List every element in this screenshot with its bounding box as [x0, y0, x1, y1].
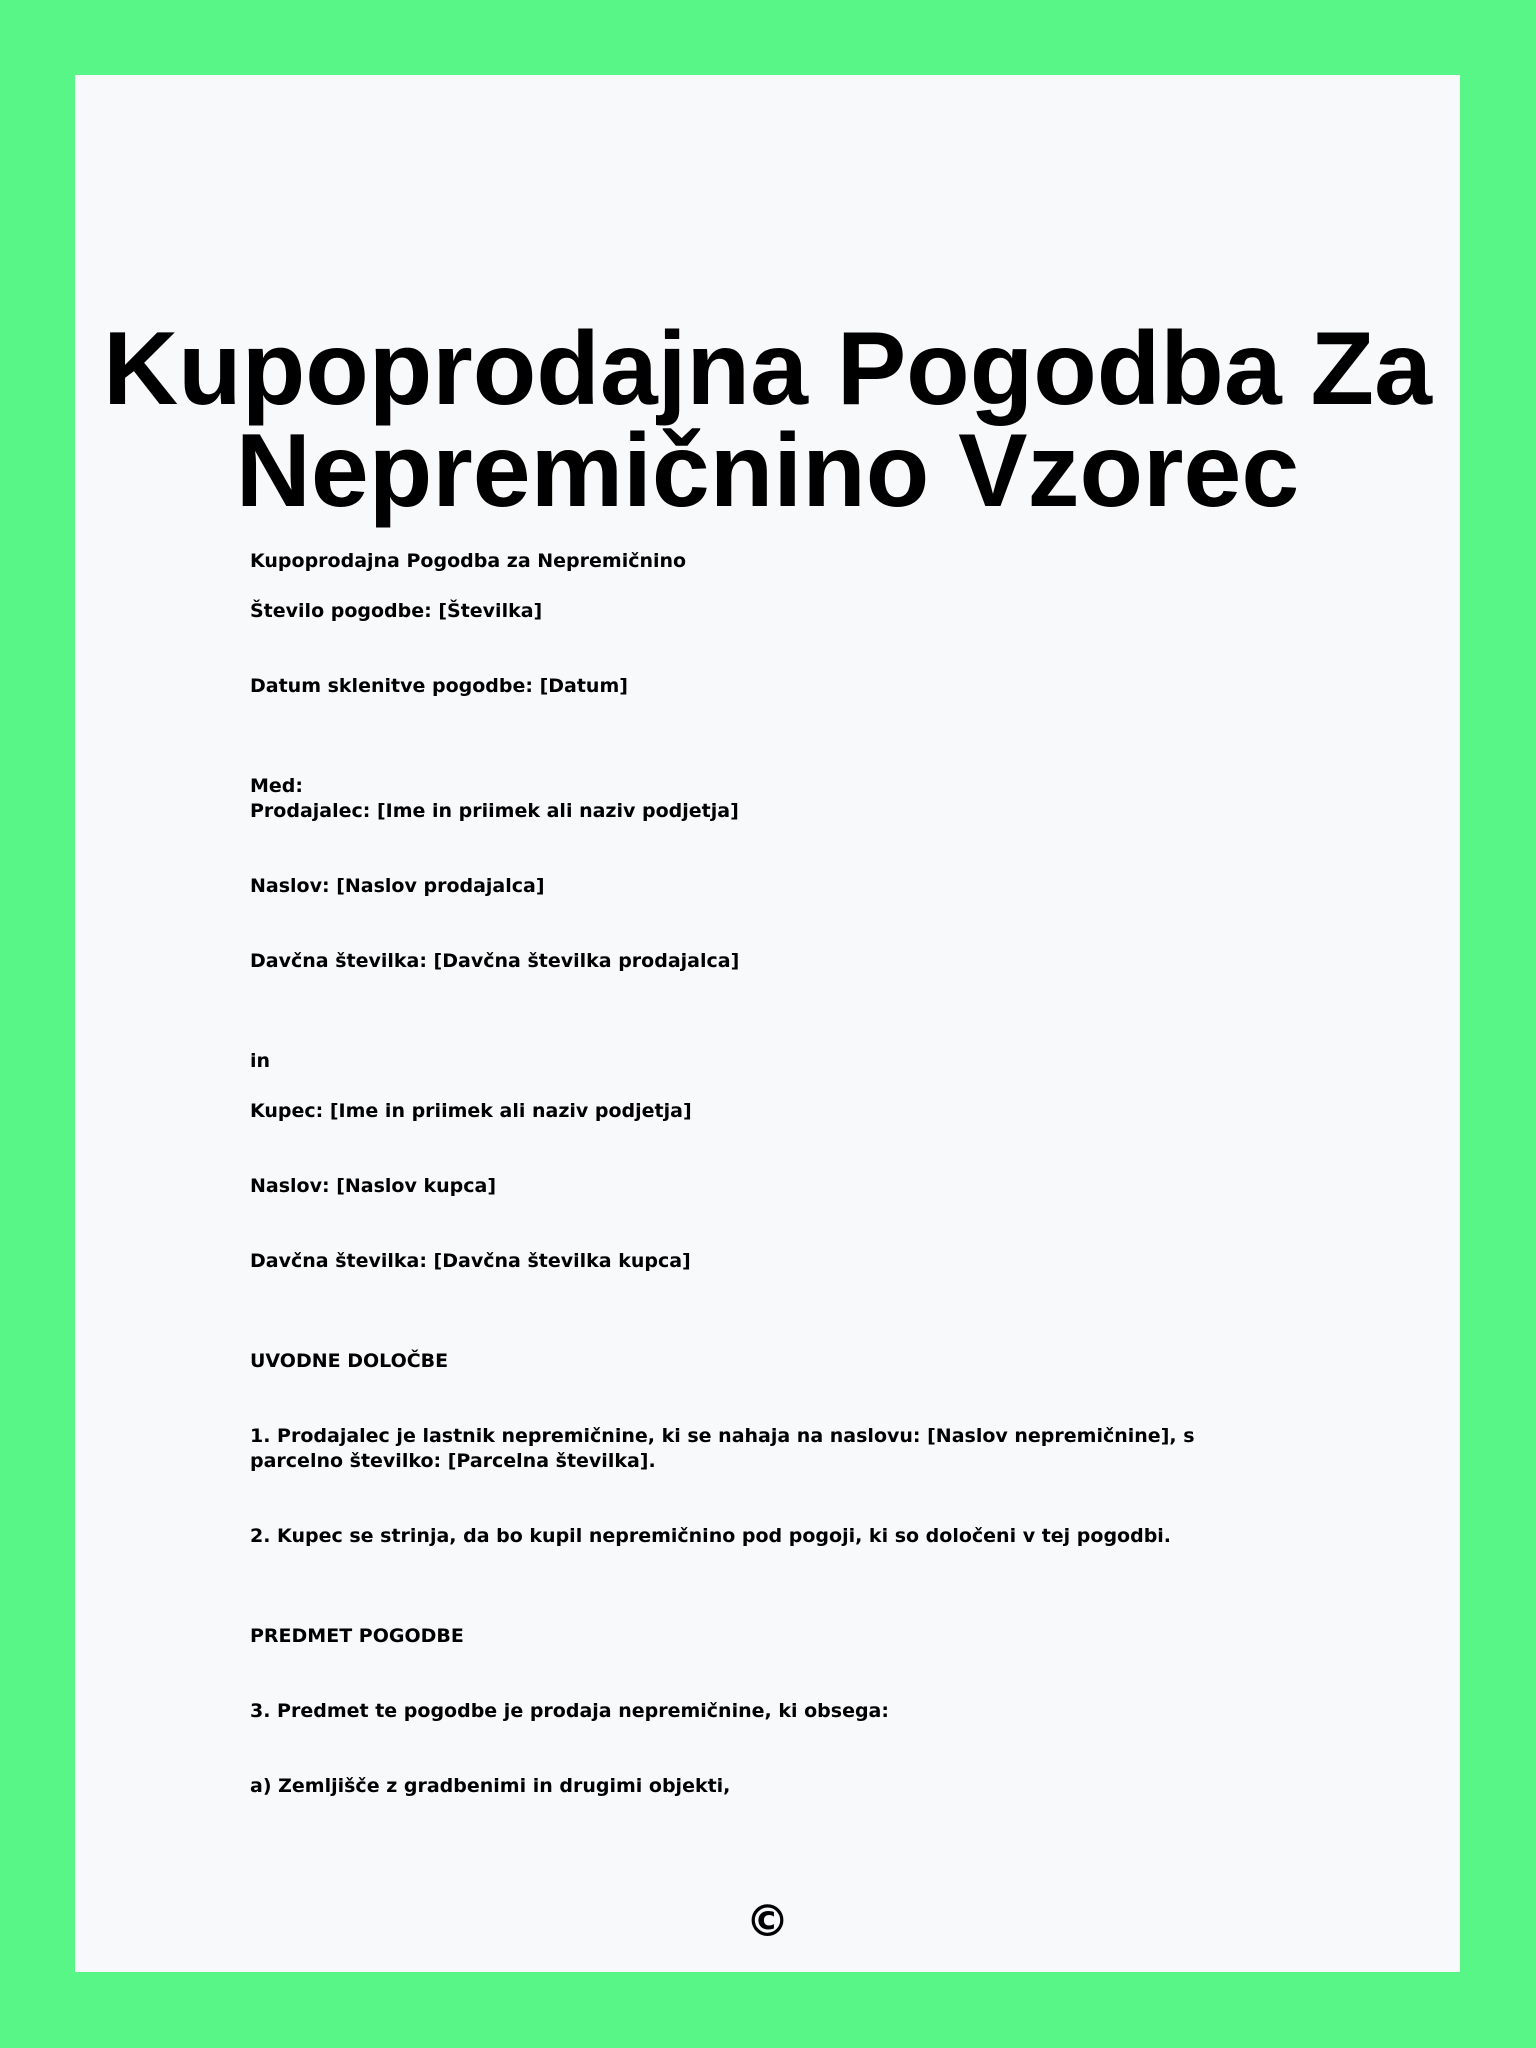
section-heading-introductory: UVODNE DOLOČBE: [250, 1350, 449, 1372]
clause-2: 2. Kupec se strinja, da bo kupil nepremičnino pod pogoji, ki so določeni v tej pogodbi.: [250, 1525, 1172, 1547]
clause-1: 1. Prodajalec je lastnik nepremičnine, ki se nahaja na naslovu: [Naslov nepremičnine], s parcelno številko: [Parcelna številka].: [250, 1425, 1195, 1472]
buyer-name: Kupec: [Ime in priimek ali naziv podjetja]: [250, 1100, 692, 1122]
buyer-address: Naslov: [Naslov kupca]: [250, 1175, 497, 1197]
seller-address: Naslov: [Naslov prodajalca]: [250, 875, 545, 897]
and-label: in: [250, 1050, 271, 1072]
copyright-icon: ©: [745, 1896, 790, 1947]
seller-tax-number: Davčna številka: [Davčna številka prodajalca]: [250, 950, 740, 972]
clause-3: 3. Predmet te pogodbe je prodaja nepremičnine, ki obsega:: [250, 1700, 889, 1722]
between-label: Med:: [250, 775, 303, 797]
document-title: Kupoprodajna Pogodba Za Nepremičnino Vzorec: [103, 311, 1432, 529]
document-page: [75, 75, 1460, 1972]
contract-number: Število pogodbe: [Številka]: [250, 600, 543, 622]
section-heading-subject: PREDMET POGODBE: [250, 1625, 464, 1647]
seller-name: Prodajalec: [Ime in priimek ali naziv podjetja]: [250, 800, 739, 822]
clause-3a: a) Zemljišče z gradbenimi in drugimi objekti,: [250, 1775, 731, 1797]
contract-heading: Kupoprodajna Pogodba za Nepremičnino: [250, 550, 687, 572]
buyer-tax-number: Davčna številka: [Davčna številka kupca]: [250, 1250, 691, 1272]
contract-date: Datum sklenitve pogodbe: [Datum]: [250, 675, 628, 697]
